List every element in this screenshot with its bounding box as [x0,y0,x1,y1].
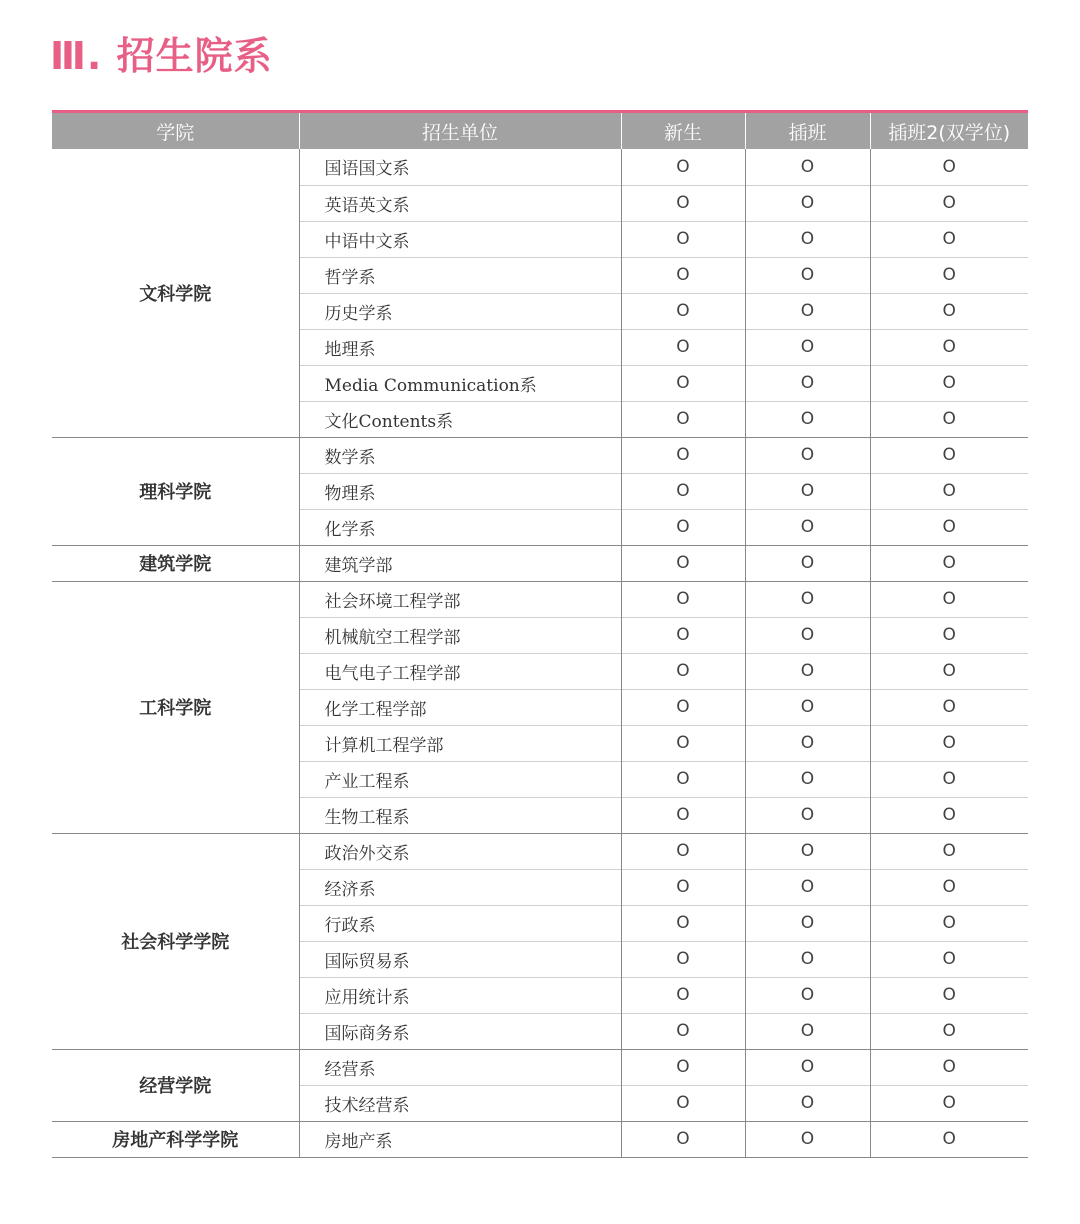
mark-freshman: O [621,761,745,797]
mark-freshman: O [621,1049,745,1085]
mark-transfer: O [745,977,870,1013]
mark-double-degree: O [870,653,1028,689]
mark-double-degree: O [870,977,1028,1013]
mark-transfer: O [745,329,870,365]
mark-transfer: O [745,941,870,977]
unit-cell: 文化Contents系 [299,401,621,437]
table-body [52,149,1028,1157]
unit-cell: 国语国文系 [299,149,621,185]
mark-freshman: O [621,185,745,221]
college-cell: 文科学院 [139,283,212,305]
mark-freshman: O [621,401,745,437]
header-transfer: 插班 [745,113,870,149]
unit-cell: 计算机工程学部 [299,725,621,761]
mark-freshman: O [621,293,745,329]
mark-double-degree: O [870,473,1028,509]
mark-transfer: O [745,257,870,293]
unit-cell: 地理系 [299,329,621,365]
unit-cell: 电气电子工程学部 [299,653,621,689]
mark-transfer: O [745,1049,870,1085]
unit-cell: 中语中文系 [299,221,621,257]
mark-transfer: O [745,509,870,545]
mark-double-degree: O [870,401,1028,437]
mark-freshman: O [621,797,745,833]
unit-cell: 国际商务系 [299,1013,621,1049]
mark-double-degree: O [870,545,1028,581]
unit-cell: 技术经营系 [299,1085,621,1121]
mark-double-degree: O [870,689,1028,725]
unit-cell: 社会环境工程学部 [299,581,621,617]
mark-freshman: O [621,149,745,185]
mark-freshman: O [621,869,745,905]
mark-freshman: O [621,365,745,401]
mark-double-degree: O [870,581,1028,617]
enrollment-table [52,113,1028,1158]
table-row [52,437,1028,473]
unit-cell: Media Communication系 [299,365,621,401]
mark-freshman: O [621,473,745,509]
header-freshman: 新生 [621,113,745,149]
mark-transfer: O [745,221,870,257]
mark-double-degree: O [870,941,1028,977]
college-cell: 经营学院 [52,1049,299,1121]
unit-cell: 历史学系 [299,293,621,329]
mark-transfer: O [745,293,870,329]
mark-transfer: O [745,1013,870,1049]
unit-cell: 应用统计系 [299,977,621,1013]
mark-transfer: O [745,1085,870,1121]
mark-transfer: O [745,617,870,653]
mark-freshman: O [621,833,745,869]
mark-double-degree: O [870,365,1028,401]
mark-transfer: O [745,689,870,725]
mark-double-degree: O [870,1121,1028,1157]
mark-double-degree: O [870,293,1028,329]
mark-transfer: O [745,185,870,221]
mark-transfer: O [745,833,870,869]
section-title: Ⅲ. 招生院系 [50,34,273,78]
unit-cell: 化学工程学部 [299,689,621,725]
mark-double-degree: O [870,797,1028,833]
mark-double-degree: O [870,221,1028,257]
mark-transfer: O [745,1121,870,1157]
table-row [52,1121,1028,1157]
mark-transfer: O [745,149,870,185]
mark-freshman: O [621,1013,745,1049]
mark-transfer: O [745,365,870,401]
unit-cell: 英语英文系 [299,185,621,221]
mark-freshman: O [621,545,745,581]
mark-double-degree: O [870,725,1028,761]
mark-freshman: O [621,221,745,257]
mark-freshman: O [621,437,745,473]
unit-cell: 房地产系 [299,1121,621,1157]
mark-double-degree: O [870,905,1028,941]
mark-freshman: O [621,257,745,293]
mark-transfer: O [745,725,870,761]
mark-transfer: O [745,653,870,689]
mark-freshman: O [621,617,745,653]
college-cell: 工科学院 [52,581,299,833]
header-transfer-double-degree: 插班2(双学位) [870,113,1028,149]
table-row [52,545,1028,581]
mark-freshman: O [621,1121,745,1157]
header-unit: 招生单位 [299,113,621,149]
mark-freshman: O [621,689,745,725]
mark-double-degree: O [870,761,1028,797]
mark-transfer: O [745,869,870,905]
unit-cell: 产业工程系 [299,761,621,797]
mark-freshman: O [621,1085,745,1121]
mark-freshman: O [621,329,745,365]
mark-transfer: O [745,581,870,617]
mark-transfer: O [745,545,870,581]
mark-double-degree: O [870,1085,1028,1121]
mark-freshman: O [621,977,745,1013]
mark-transfer: O [745,473,870,509]
college-cell: 理科学院 [52,437,299,545]
mark-transfer: O [745,905,870,941]
header-college: 学院 [52,113,299,149]
mark-transfer: O [745,437,870,473]
unit-cell: 建筑学部 [299,545,621,581]
mark-freshman: O [621,725,745,761]
mark-freshman: O [621,941,745,977]
unit-cell: 数学系 [299,437,621,473]
college-cell: 房地产科学学院 [52,1121,299,1157]
mark-freshman: O [621,509,745,545]
unit-cell: 国际贸易系 [299,941,621,977]
mark-freshman: O [621,905,745,941]
mark-double-degree: O [870,437,1028,473]
college-cell: 建筑学院 [52,545,299,581]
mark-double-degree: O [870,329,1028,365]
mark-double-degree: O [870,617,1028,653]
mark-double-degree: O [870,185,1028,221]
unit-cell: 机械航空工程学部 [299,617,621,653]
mark-double-degree: O [870,257,1028,293]
mark-double-degree: O [870,1013,1028,1049]
mark-double-degree: O [870,149,1028,185]
table-row [52,833,1028,869]
college-cell: 社会科学学院 [52,833,299,1049]
unit-cell: 哲学系 [299,257,621,293]
table-row [52,149,1028,185]
table-row [52,1049,1028,1085]
table-row [52,581,1028,617]
table-header-row [52,113,1028,149]
unit-cell: 经营系 [299,1049,621,1085]
mark-double-degree: O [870,509,1028,545]
unit-cell: 生物工程系 [299,797,621,833]
mark-freshman: O [621,581,745,617]
mark-transfer: O [745,797,870,833]
mark-double-degree: O [870,869,1028,905]
unit-cell: 化学系 [299,509,621,545]
mark-transfer: O [745,761,870,797]
mark-double-degree: O [870,833,1028,869]
unit-cell: 政治外交系 [299,833,621,869]
mark-double-degree: O [870,1049,1028,1085]
unit-cell: 行政系 [299,905,621,941]
unit-cell: 经济系 [299,869,621,905]
unit-cell: 物理系 [299,473,621,509]
mark-freshman: O [621,653,745,689]
mark-transfer: O [745,401,870,437]
